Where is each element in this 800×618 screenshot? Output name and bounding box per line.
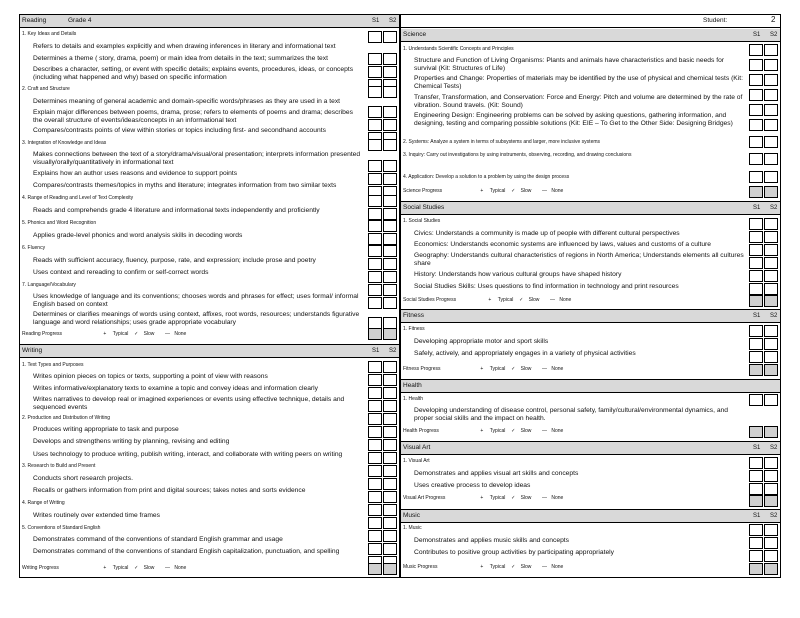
reading-item: Describes a character, setting, or event with specific details; explains events, procedures, ideas, or concepts (including what happened and why) based on specific information bbox=[33, 66, 354, 81]
s1-checkbox[interactable] bbox=[368, 439, 382, 451]
social-item: Civics: Understands a community is made up of people with different cultural perspectives bbox=[414, 230, 680, 237]
slow-label: Slow bbox=[143, 565, 155, 571]
s1-checkbox[interactable] bbox=[749, 119, 763, 131]
science-item: Properties and Change: Properties of materials may be identified by the use of physical and chemical tests (Kit: Chemical Tests) bbox=[414, 75, 743, 90]
writing-progress bbox=[20, 562, 399, 574]
visual-art-section bbox=[401, 441, 780, 455]
science-heading: 1. Understands Scientific Concepts and Principles bbox=[403, 46, 514, 52]
reading-item: Determines meaning of general academic and domain-specific words/phrases as they are used in a text bbox=[33, 98, 341, 105]
s1-checkbox[interactable] bbox=[368, 297, 382, 309]
s2-checkbox[interactable] bbox=[383, 426, 397, 438]
none-symbol: — bbox=[541, 564, 547, 570]
s2-checkbox[interactable] bbox=[764, 218, 778, 230]
s2-checkbox[interactable] bbox=[383, 413, 397, 425]
social-header bbox=[401, 202, 780, 215]
writing-item: Conducts short research projects. bbox=[33, 475, 133, 482]
none-symbol: — bbox=[541, 428, 547, 434]
writing-item: Produces writing appropriate to task and purpose bbox=[33, 426, 179, 433]
reading-heading: 7. Language/Vocabulary bbox=[22, 282, 76, 288]
reading-item: Compares/contrasts themes/topics in myths and literature; integrates information from two similar texts bbox=[33, 182, 337, 189]
writing-item: Demonstrates command of the conventions of standard English capitalization, punctuation, and spelling bbox=[33, 548, 340, 555]
s2-checkbox[interactable] bbox=[383, 31, 397, 43]
music-item: Demonstrates and applies music skills and concepts bbox=[414, 537, 570, 544]
s1-checkbox[interactable] bbox=[749, 153, 763, 165]
science-item: Transfer, Transformation, and Conservation: Force and Energy: Pitch and volume are determined by the rate of vibration. Sound travels. (Kit: Sound) bbox=[414, 94, 743, 109]
s1-progress-box[interactable] bbox=[749, 364, 763, 376]
typical-symbol: + bbox=[480, 564, 484, 570]
s1-checkbox[interactable] bbox=[749, 537, 763, 549]
fitness-section bbox=[401, 309, 780, 323]
science-heading: 2. Systems: Analyze a system in terms of subsystems and larger, more inclusive systems bbox=[403, 139, 601, 145]
s1-progress-box[interactable] bbox=[749, 295, 763, 307]
none-label: None bbox=[174, 565, 187, 571]
visual-art-item: Demonstrates and applies visual art skills and concepts bbox=[414, 470, 579, 477]
progress-label: Music Progress bbox=[403, 564, 438, 570]
fitness-heading: 1. Fitness bbox=[403, 326, 425, 332]
writing-section bbox=[20, 344, 399, 358]
s2-progress-box[interactable] bbox=[764, 364, 778, 376]
s2-label: S2 bbox=[389, 348, 397, 354]
s2-checkbox[interactable] bbox=[764, 74, 778, 86]
science-item: Structure and Function of Living Organisms: Plants and animals have characteristics and basic needs for survival (Kit: Structures of Life) bbox=[414, 57, 725, 72]
s1-checkbox[interactable] bbox=[749, 89, 763, 101]
health-heading: 1. Health bbox=[403, 396, 424, 402]
slow-symbol: ✓ bbox=[511, 366, 516, 372]
typical-label: Typical bbox=[489, 564, 506, 570]
none-label: None bbox=[551, 564, 564, 570]
none-symbol: — bbox=[541, 495, 547, 501]
s1-checkbox[interactable] bbox=[368, 400, 382, 412]
reading-heading: 4. Range of Reading and Level of Text Complexity bbox=[22, 195, 134, 201]
none-label: None bbox=[551, 188, 564, 194]
s2-checkbox[interactable] bbox=[764, 136, 778, 148]
visual-art-header bbox=[401, 442, 780, 455]
s1-label: S1 bbox=[753, 32, 761, 38]
typical-label: Typical bbox=[489, 428, 506, 434]
science-section bbox=[401, 29, 780, 42]
s1-progress-box[interactable] bbox=[749, 426, 763, 438]
reading-item: Reads and comprehends grade 4 literature and informational texts independently and proficiently bbox=[33, 207, 320, 214]
student-header bbox=[401, 15, 780, 28]
typical-label: Typical bbox=[489, 366, 506, 372]
s1-checkbox[interactable] bbox=[749, 351, 763, 363]
s1-checkbox[interactable] bbox=[368, 31, 382, 43]
reading-heading: 2. Craft and Structure bbox=[22, 86, 70, 92]
fitness-item: Safely, actively, and appropriately engages in a variety of physical activities bbox=[414, 350, 636, 357]
s2-checkbox[interactable] bbox=[764, 257, 778, 269]
writing-item: Uses technology to produce writing, publish writing, interact, and collaborate with writing peers on writing bbox=[33, 451, 343, 458]
none-label: None bbox=[551, 366, 564, 372]
s1-progress-box[interactable] bbox=[749, 563, 763, 575]
reading-item: Determines a theme ( story, drama, poem) or main idea from details in the text; summarizes the text bbox=[33, 55, 328, 62]
s1-checkbox[interactable] bbox=[749, 104, 763, 116]
typical-symbol: + bbox=[103, 565, 107, 571]
reading-item: Explain major differences between poems, drama, prose; refers to elements of poems and drama; describes the overall structure of events/ideas/concepts in an informational text bbox=[33, 109, 353, 124]
writing-heading: 1. Text Types and Purposes bbox=[22, 362, 84, 368]
s2-checkbox[interactable] bbox=[764, 394, 778, 406]
s1-checkbox[interactable] bbox=[749, 325, 763, 337]
typical-symbol: + bbox=[488, 297, 492, 303]
science-heading: 4. Application: Develop a solution to a problem by using the design process bbox=[403, 174, 570, 180]
s1-checkbox[interactable] bbox=[749, 457, 763, 469]
s2-checkbox[interactable] bbox=[764, 338, 778, 350]
reading-title: Reading bbox=[22, 17, 47, 24]
health-item: Developing understanding of disease control, personal safety, family/cultural/environmental dynamics, and proper social skills and the impact on health. bbox=[414, 407, 728, 422]
slow-label: Slow bbox=[520, 564, 532, 570]
s2-checkbox[interactable] bbox=[764, 537, 778, 549]
typical-symbol: + bbox=[480, 188, 484, 194]
s1-checkbox[interactable] bbox=[368, 195, 382, 207]
s2-checkbox[interactable] bbox=[383, 245, 397, 257]
none-label: None bbox=[174, 331, 187, 337]
typical-label: Typical bbox=[112, 565, 129, 571]
slow-label: Slow bbox=[520, 495, 532, 501]
music-item: Contributes to positive group activities by participating appropriately bbox=[414, 549, 614, 556]
s2-checkbox[interactable] bbox=[764, 470, 778, 482]
none-label: None bbox=[551, 428, 564, 434]
writing-heading: 4. Range of Writing bbox=[22, 500, 65, 506]
s2-progress-box[interactable] bbox=[764, 563, 778, 575]
s2-progress-box[interactable] bbox=[764, 295, 778, 307]
s2-checkbox[interactable] bbox=[383, 233, 397, 245]
reading-item: Applies grade-level phonics and word analysis skills in decoding words bbox=[33, 232, 243, 239]
typical-label: Typical bbox=[497, 297, 514, 303]
progress-label: Social Studies Progress bbox=[403, 297, 457, 303]
writing-item: Writes narratives to develop real or imagined experiences or events using effective technique, details and sequenced events bbox=[33, 396, 345, 411]
writing-item: Develops and strengthens writing by planning, revising and editing bbox=[33, 438, 230, 445]
typical-symbol: + bbox=[103, 331, 107, 337]
s2-checkbox[interactable] bbox=[764, 270, 778, 282]
s2-checkbox[interactable] bbox=[764, 325, 778, 337]
fitness-title: Fitness bbox=[403, 312, 424, 319]
page-number: 2 bbox=[771, 15, 776, 24]
s2-progress-box[interactable] bbox=[383, 328, 397, 340]
s2-checkbox[interactable] bbox=[764, 524, 778, 536]
fitness-header bbox=[401, 310, 780, 323]
none-label: None bbox=[551, 495, 564, 501]
none-symbol: — bbox=[549, 297, 555, 303]
visual-art-title: Visual Art bbox=[403, 444, 431, 451]
science-item: Engineering Design: Engineering problems can be solved by asking questions, gathering information, and designing, testing and comparing possible solutions (Kit: EIE – To Get to the Other Side: Designing Bridges) bbox=[414, 112, 733, 127]
slow-label: Slow bbox=[520, 188, 532, 194]
s1-checkbox[interactable] bbox=[368, 233, 382, 245]
s1-label: S1 bbox=[372, 18, 380, 24]
fitness-progress bbox=[401, 363, 780, 375]
typical-symbol: + bbox=[480, 428, 484, 434]
s2-checkbox[interactable] bbox=[383, 297, 397, 309]
visual-art-progress bbox=[401, 492, 780, 504]
s1-progress-box[interactable] bbox=[749, 186, 763, 198]
social-title: Social Studies bbox=[403, 204, 445, 211]
reading-heading: 1. Key Ideas and Details bbox=[22, 31, 77, 37]
s1-checkbox[interactable] bbox=[749, 136, 763, 148]
s1-checkbox[interactable] bbox=[749, 524, 763, 536]
left-column bbox=[19, 14, 400, 578]
social-item: Social Studies Skills: Uses questions to find information in technology and print resources bbox=[414, 283, 679, 290]
reading-item: Explains how an author uses reasons and evidence to support points bbox=[33, 170, 238, 177]
reading-heading: 5. Phonics and Word Recognition bbox=[22, 220, 97, 226]
social-heading: 1. Social Studies bbox=[403, 218, 441, 224]
social-section bbox=[401, 201, 780, 215]
s2-checkbox[interactable] bbox=[764, 153, 778, 165]
s2-checkbox[interactable] bbox=[383, 400, 397, 412]
progress-label: Writing Progress bbox=[22, 565, 59, 571]
none-symbol: — bbox=[541, 366, 547, 372]
s1-checkbox[interactable] bbox=[368, 245, 382, 257]
s2-progress-box[interactable] bbox=[764, 495, 778, 507]
writing-heading: 5. Conventions of Standard English bbox=[22, 525, 101, 531]
s2-checkbox[interactable] bbox=[764, 44, 778, 56]
s1-label: S1 bbox=[753, 513, 761, 519]
s2-checkbox[interactable] bbox=[764, 119, 778, 131]
s2-checkbox[interactable] bbox=[764, 171, 778, 183]
reading-section bbox=[20, 15, 399, 28]
s1-checkbox[interactable] bbox=[749, 338, 763, 350]
writing-heading: 3. Research to Build and Present bbox=[22, 463, 96, 469]
s1-progress-box[interactable] bbox=[749, 495, 763, 507]
s2-label: S2 bbox=[770, 313, 778, 319]
none-symbol: — bbox=[164, 331, 170, 337]
s1-checkbox[interactable] bbox=[368, 139, 382, 151]
progress-label: Visual Art Progress bbox=[403, 495, 446, 501]
s2-checkbox[interactable] bbox=[383, 139, 397, 151]
s1-checkbox[interactable] bbox=[368, 361, 382, 373]
progress-label: Fitness Progress bbox=[403, 366, 441, 372]
s2-label: S2 bbox=[770, 32, 778, 38]
s2-label: S2 bbox=[770, 513, 778, 519]
visual-art-item: Uses creative process to develop ideas bbox=[414, 482, 531, 489]
s2-progress-box[interactable] bbox=[383, 563, 397, 575]
reading-item: Refers to details and examples explicitly and when drawing inferences in literary and informational text bbox=[33, 43, 336, 50]
reading-item: Uses context and rereading to confirm or self-correct words bbox=[33, 269, 209, 276]
reading-item: Compares/contrasts points of view within stories or topics including first- and secondhand accounts bbox=[33, 127, 326, 134]
s1-checkbox[interactable] bbox=[368, 208, 382, 220]
slow-label: Slow bbox=[528, 297, 540, 303]
music-heading: 1. Music bbox=[403, 525, 422, 531]
s2-checkbox[interactable] bbox=[383, 195, 397, 207]
s1-label: S1 bbox=[753, 313, 761, 319]
science-progress bbox=[401, 185, 780, 197]
science-title: Science bbox=[403, 31, 427, 38]
slow-label: Slow bbox=[520, 366, 532, 372]
typical-label: Typical bbox=[489, 188, 506, 194]
health-title: Health bbox=[403, 382, 422, 389]
s1-checkbox[interactable] bbox=[749, 257, 763, 269]
s2-checkbox[interactable] bbox=[764, 351, 778, 363]
s1-checkbox[interactable] bbox=[749, 171, 763, 183]
typical-label: Typical bbox=[112, 331, 129, 337]
music-section bbox=[401, 509, 780, 523]
s1-progress-box[interactable] bbox=[368, 563, 382, 575]
writing-item: Recalls or gathers information from print and digital sources; takes notes and sorts evidence bbox=[33, 487, 306, 494]
writing-item: Demonstrates command of the conventions of standard English grammar and usage bbox=[33, 536, 283, 543]
writing-item: Writes opinion pieces on topics or texts, supporting a point of view with reasons bbox=[33, 373, 268, 380]
visual-art-heading: 1. Visual Art bbox=[403, 458, 430, 464]
social-item: History: Understands how various cultural groups have shaped history bbox=[414, 271, 622, 278]
s1-checkbox[interactable] bbox=[749, 59, 763, 71]
s2-label: S2 bbox=[770, 205, 778, 211]
s1-checkbox[interactable] bbox=[368, 413, 382, 425]
s1-checkbox[interactable] bbox=[749, 470, 763, 482]
s1-checkbox[interactable] bbox=[749, 270, 763, 282]
reading-item: Makes connections between the text of a story/drama/visual/oral presentation; interprets information presented visually/orally/quantitatively in informational text bbox=[33, 151, 361, 166]
s2-checkbox[interactable] bbox=[764, 59, 778, 71]
progress-label: Health Progress bbox=[403, 428, 439, 434]
slow-symbol: ✓ bbox=[511, 428, 516, 434]
student-bar bbox=[401, 15, 780, 28]
s1-label: S1 bbox=[753, 205, 761, 211]
social-item: Economics: Understands economic systems are influenced by laws, values and customs of a culture bbox=[414, 241, 711, 248]
science-heading: 3. Inquiry: Carry out investigations by using instruments, observing, recording, and drawing conclusions bbox=[403, 152, 632, 158]
s1-checkbox[interactable] bbox=[749, 44, 763, 56]
social-item: Geography: Understands cultural characteristics of regions in North America; Understands elements all cultures share bbox=[414, 252, 744, 267]
none-symbol: — bbox=[164, 565, 170, 571]
reading-item: Reads with sufficient accuracy, fluency, purpose, rate, and expression; include prose and poetry bbox=[33, 257, 316, 264]
s1-checkbox[interactable] bbox=[749, 74, 763, 86]
writing-item: Writes informative/explanatory texts to examine a topic and convey ideas and information clearly bbox=[33, 385, 318, 392]
s2-progress-box[interactable] bbox=[764, 186, 778, 198]
slow-symbol: ✓ bbox=[511, 564, 516, 570]
s1-checkbox[interactable] bbox=[368, 220, 382, 232]
s2-checkbox[interactable] bbox=[383, 208, 397, 220]
s1-label: S1 bbox=[753, 445, 761, 451]
s2-checkbox[interactable] bbox=[764, 89, 778, 101]
reading-header bbox=[20, 15, 399, 28]
s1-checkbox[interactable] bbox=[368, 426, 382, 438]
s1-progress-box[interactable] bbox=[368, 328, 382, 340]
s2-label: S2 bbox=[389, 18, 397, 24]
slow-symbol: ✓ bbox=[511, 495, 516, 501]
social-progress bbox=[401, 294, 780, 306]
reading-item: Determines or clarifies meanings of words using context, affixes, root words, resources; understands figurative language and word relationships; uses grade appropriate vocabulary bbox=[33, 311, 360, 326]
none-label: None bbox=[559, 297, 572, 303]
slow-symbol: ✓ bbox=[511, 188, 516, 194]
s2-progress-box[interactable] bbox=[764, 426, 778, 438]
slow-symbol: ✓ bbox=[134, 565, 139, 571]
progress-label: Reading Progress bbox=[22, 331, 63, 337]
music-header bbox=[401, 510, 780, 523]
s2-checkbox[interactable] bbox=[383, 86, 397, 98]
health-header bbox=[401, 380, 780, 393]
s2-checkbox[interactable] bbox=[764, 104, 778, 116]
grade-label: Grade 4 bbox=[68, 17, 92, 24]
progress-label: Science Progress bbox=[403, 188, 443, 194]
s2-checkbox[interactable] bbox=[383, 439, 397, 451]
reading-heading: 3. Integration of Knowledge and Ideas bbox=[22, 140, 107, 146]
right-column bbox=[400, 14, 781, 578]
writing-header bbox=[20, 345, 399, 358]
slow-symbol: ✓ bbox=[134, 331, 139, 337]
music-title: Music bbox=[403, 512, 420, 519]
student-label: Student: bbox=[703, 17, 728, 24]
science-header bbox=[401, 29, 780, 42]
slow-label: Slow bbox=[520, 428, 532, 434]
s1-checkbox[interactable] bbox=[749, 218, 763, 230]
typical-label: Typical bbox=[489, 495, 506, 501]
s2-checkbox[interactable] bbox=[764, 457, 778, 469]
s1-checkbox[interactable] bbox=[368, 86, 382, 98]
typical-symbol: + bbox=[480, 495, 484, 501]
reading-progress bbox=[20, 328, 399, 340]
health-section bbox=[401, 379, 780, 393]
s1-checkbox[interactable] bbox=[749, 394, 763, 406]
music-progress bbox=[401, 561, 780, 573]
fitness-item: Developing appropriate motor and sport skills bbox=[414, 338, 549, 345]
none-symbol: — bbox=[541, 188, 547, 194]
reading-heading: 6. Fluency bbox=[22, 245, 46, 251]
reading-item: Uses knowledge of language and its conventions; chooses words and phrases for effect; uses formal/ informal English based on context bbox=[33, 293, 359, 308]
s2-label: S2 bbox=[770, 445, 778, 451]
s1-label: S1 bbox=[372, 348, 380, 354]
writing-heading: 2. Production and Distribution of Writing bbox=[22, 415, 111, 421]
s2-checkbox[interactable] bbox=[383, 361, 397, 373]
writing-title: Writing bbox=[22, 347, 43, 354]
slow-symbol: ✓ bbox=[519, 297, 524, 303]
s2-checkbox[interactable] bbox=[383, 220, 397, 232]
writing-item: Writes routinely over extended time frames bbox=[33, 512, 160, 519]
health-progress bbox=[401, 425, 780, 437]
slow-label: Slow bbox=[143, 331, 155, 337]
typical-symbol: + bbox=[480, 366, 484, 372]
